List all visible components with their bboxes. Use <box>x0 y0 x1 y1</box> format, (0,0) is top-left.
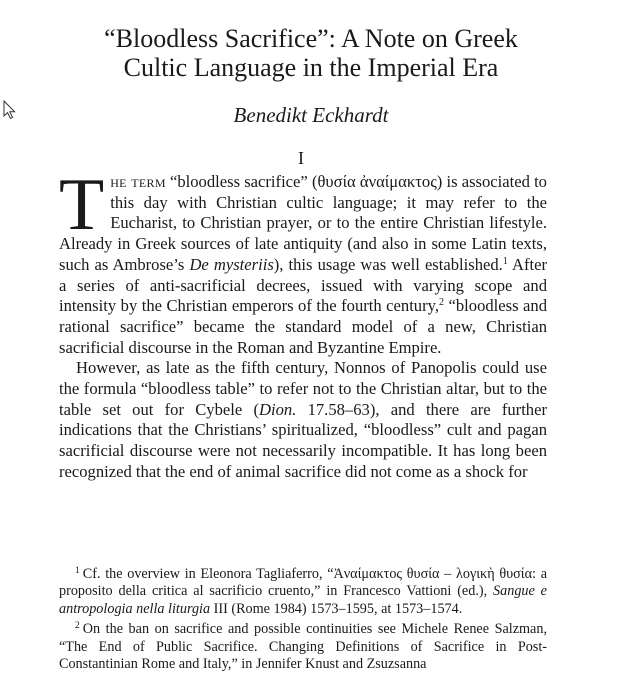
footnote-1-text-b: III (Rome 1984) 1573–1595, at 1573–1574. <box>210 600 463 617</box>
paragraph-2-text-a: However, as late as the fifth century, Nonnos of Panopolis could use the formula “bloodless table” to refer not to the Christian altar, but to the table set out for Cybele ( <box>59 358 547 419</box>
footnote-number: 1 <box>75 566 80 576</box>
title-line-1: “Bloodless Sacrifice”: A Note on Greek <box>104 24 518 53</box>
footnote-1-text-a: Cf. the overview in Eleonora Tagliaferro, “Ἀναίμακτος θυσία – λογικὴ θυσία: a proposito della critica al sacrificio cruento,” in Francesco Vattioni (ed.), <box>59 566 547 600</box>
footnote-number: 2 <box>75 621 80 632</box>
footnotes <box>59 566 547 676</box>
paragraph-1 <box>59 164 548 358</box>
paragraph-2 <box>59 358 547 482</box>
footnote-2 <box>59 621 547 673</box>
paragraph-1-text-b: ), this usage was well established. <box>273 254 503 274</box>
work-title-de-mysteriis: De mysteriis <box>189 254 274 274</box>
paragraph-1-text-a: “bloodless sacrifice” (θυσία ἀναίμακτος) is associated to this day with Christian cultic language; it may refer to the Eucharist, to Christian prayer, or to the entire Christian lifestyle. Already in Greek sources of late antiquity (and also in some Latin texts, such as Ambrose’s <box>59 172 547 274</box>
small-caps-lead: he term <box>110 172 166 191</box>
author-name: Benedikt Eckhardt <box>233 103 389 127</box>
footnote-ref-1[interactable]: 1 <box>502 255 508 267</box>
footnote-ref-2[interactable]: 2 <box>439 297 445 309</box>
footnote-2-text-a: On the ban on sacrifice and possible continuities see Michele Renee Salzman, “The End of Public Sacrifice. Changing Definitions of Sacrifice in Post-Constantinian Rome and Italy,” in Jennifer Knust and Zsuzsanna <box>59 621 547 673</box>
section-numeral: I <box>298 148 304 168</box>
work-title-dion: Dion. <box>259 399 297 419</box>
paper-title <box>40 24 582 82</box>
footnote-1-italic-title: Sangue e antropologia nella liturgia <box>59 583 547 617</box>
body-text <box>59 164 548 483</box>
paragraph-1-text-c: After a series of anti-sacrificial decrees, issued with varying scope and intensity by the Christian emperors of the fourth century, <box>59 254 547 316</box>
title-line-2: Cultic Language in the Imperial Era <box>123 53 499 82</box>
footnote-1 <box>59 566 547 618</box>
mouse-pointer-icon <box>3 100 17 120</box>
drop-cap: T <box>59 164 105 246</box>
paragraph-1-text-d: “bloodless and rational sacrifice” became the standard model of a new, Christian sacrificial discourse in the Roman and Byzantine Empire. <box>59 296 548 357</box>
paragraph-2-text-b: 17.58–63), and there are further indications that the Christians’ spiritualized, “bloodless” cult and pagan sacrificial discourse were not necessarily incompatible. It has long been recognized that the end of animal sacrifice did not come as a shock for <box>59 399 547 481</box>
